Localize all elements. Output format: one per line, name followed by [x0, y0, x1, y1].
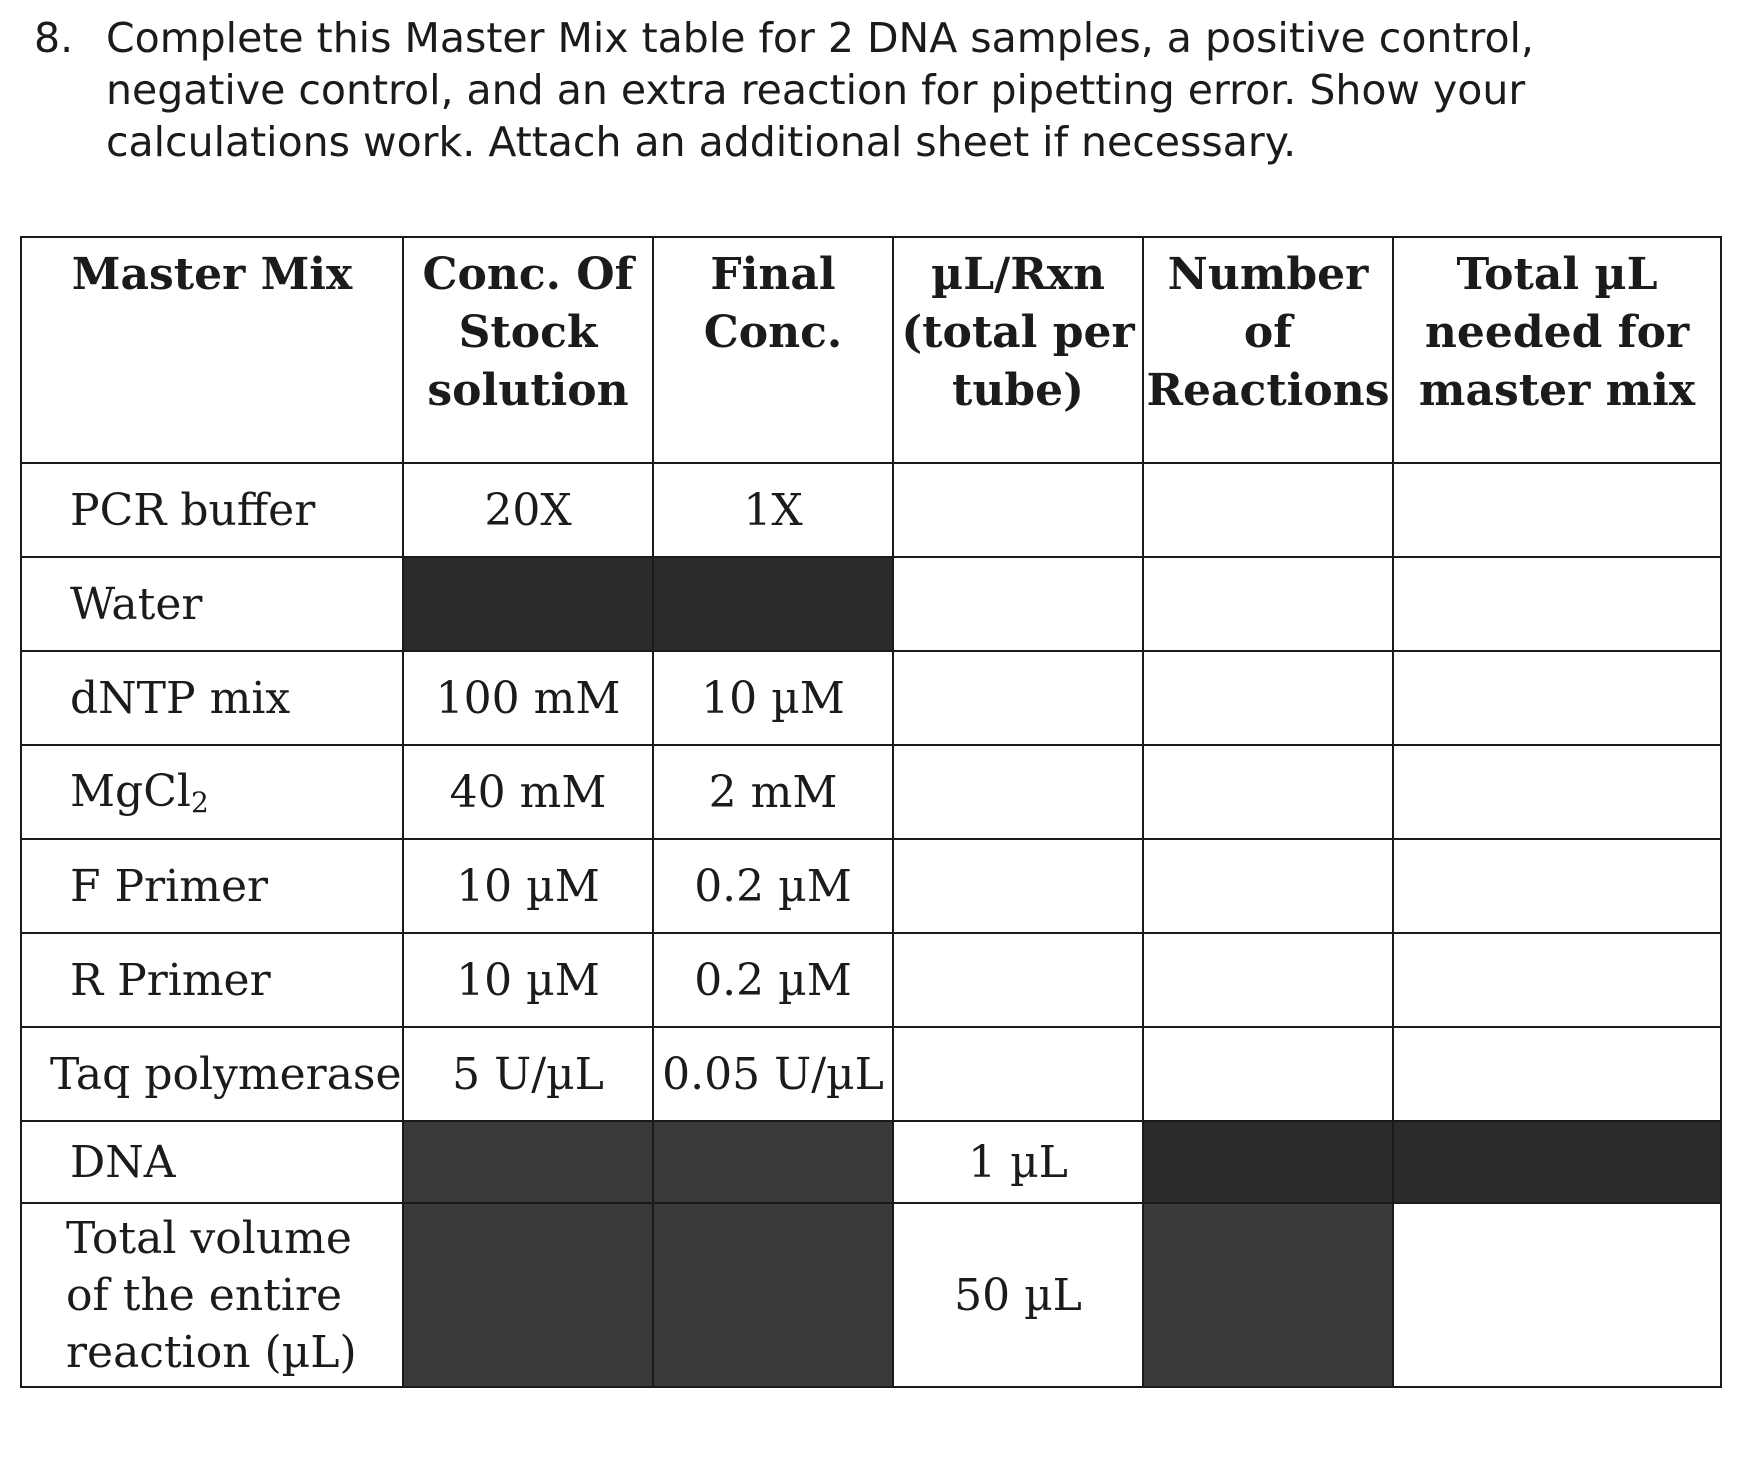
total-input-cell[interactable] — [1393, 933, 1721, 1027]
shaded-cell — [1143, 1121, 1393, 1203]
final-cell: 2 mM — [653, 745, 893, 839]
ul-rxn-input-cell[interactable] — [893, 651, 1143, 745]
stock-cell: 100 mM — [403, 651, 653, 745]
header-row — [21, 237, 1721, 463]
component-cell: R Primer — [21, 933, 403, 1027]
question-text: Complete this Master Mix table for 2 DNA samples, a positive control, negative control, and an extra reaction for pipetting error. Show your calculations work. Attach an additional sheet if necessary. — [106, 14, 1534, 166]
component-cell: dNTP mix — [21, 651, 403, 745]
component-cell: PCR buffer — [21, 463, 403, 557]
total-input-cell[interactable] — [1393, 651, 1721, 745]
final-cell: 1X — [653, 463, 893, 557]
shaded-cell — [653, 1121, 893, 1203]
component-cell: Total volume of the entire reaction (µL) — [21, 1203, 403, 1387]
table-row — [21, 745, 1721, 839]
stock-cell: 40 mM — [403, 745, 653, 839]
total-input-cell[interactable] — [1393, 1027, 1721, 1121]
total-input-cell[interactable] — [1393, 557, 1721, 651]
total-input-cell[interactable] — [1393, 745, 1721, 839]
table-row — [21, 463, 1721, 557]
reactions-input-cell[interactable] — [1143, 933, 1393, 1027]
stock-cell: 10 µM — [403, 839, 653, 933]
total-input-cell[interactable] — [1393, 839, 1721, 933]
reactions-input-cell[interactable] — [1143, 651, 1393, 745]
ul-rxn-cell: 1 µL — [893, 1121, 1143, 1203]
reactions-input-cell[interactable] — [1143, 463, 1393, 557]
master-mix-table — [20, 236, 1722, 1388]
table-row — [21, 839, 1721, 933]
header-ul-per-rxn: µL/Rxn (total per tube) — [893, 237, 1143, 463]
ul-rxn-input-cell[interactable] — [893, 745, 1143, 839]
final-cell: 0.05 U/µL — [653, 1027, 893, 1121]
shaded-cell — [403, 557, 653, 651]
reactions-input-cell[interactable] — [1143, 557, 1393, 651]
table-row — [21, 1203, 1721, 1387]
ul-rxn-input-cell[interactable] — [893, 463, 1143, 557]
total-input-cell[interactable] — [1393, 1203, 1721, 1387]
total-input-cell[interactable] — [1393, 463, 1721, 557]
table-row — [21, 933, 1721, 1027]
table-row — [21, 1027, 1721, 1121]
reactions-input-cell[interactable] — [1143, 745, 1393, 839]
final-cell: 0.2 µM — [653, 839, 893, 933]
reactions-input-cell[interactable] — [1143, 839, 1393, 933]
question — [34, 12, 1654, 168]
shaded-cell — [1143, 1203, 1393, 1387]
table-row — [21, 651, 1721, 745]
shaded-cell — [1393, 1121, 1721, 1203]
stock-cell: 20X — [403, 463, 653, 557]
ul-rxn-input-cell[interactable] — [893, 557, 1143, 651]
ul-rxn-input-cell[interactable] — [893, 933, 1143, 1027]
ul-rxn-cell: 50 µL — [893, 1203, 1143, 1387]
component-cell: DNA — [21, 1121, 403, 1203]
header-total-ul: Total µL needed for master mix — [1393, 237, 1721, 463]
header-num-reactions: Number of Reactions — [1143, 237, 1393, 463]
shaded-cell — [403, 1121, 653, 1203]
component-cell: F Primer — [21, 839, 403, 933]
component-cell: Water — [21, 557, 403, 651]
shaded-cell — [403, 1203, 653, 1387]
header-stock-conc: Conc. Of Stock solution — [403, 237, 653, 463]
shaded-cell — [653, 557, 893, 651]
component-cell: Taq polymerase — [21, 1027, 403, 1121]
question-number: 8. — [34, 14, 74, 62]
final-cell: 10 µM — [653, 651, 893, 745]
header-final-conc: Final Conc. — [653, 237, 893, 463]
shaded-cell — [653, 1203, 893, 1387]
stock-cell: 10 µM — [403, 933, 653, 1027]
component-subscript: 2 — [190, 785, 209, 819]
component-main: MgCl — [70, 765, 191, 817]
stock-cell: 5 U/µL — [403, 1027, 653, 1121]
component-cell — [21, 745, 403, 839]
ul-rxn-input-cell[interactable] — [893, 839, 1143, 933]
final-cell: 0.2 µM — [653, 933, 893, 1027]
table-row — [21, 557, 1721, 651]
ul-rxn-input-cell[interactable] — [893, 1027, 1143, 1121]
reactions-input-cell[interactable] — [1143, 1027, 1393, 1121]
header-master-mix: Master Mix — [21, 237, 403, 463]
table-row — [21, 1121, 1721, 1203]
